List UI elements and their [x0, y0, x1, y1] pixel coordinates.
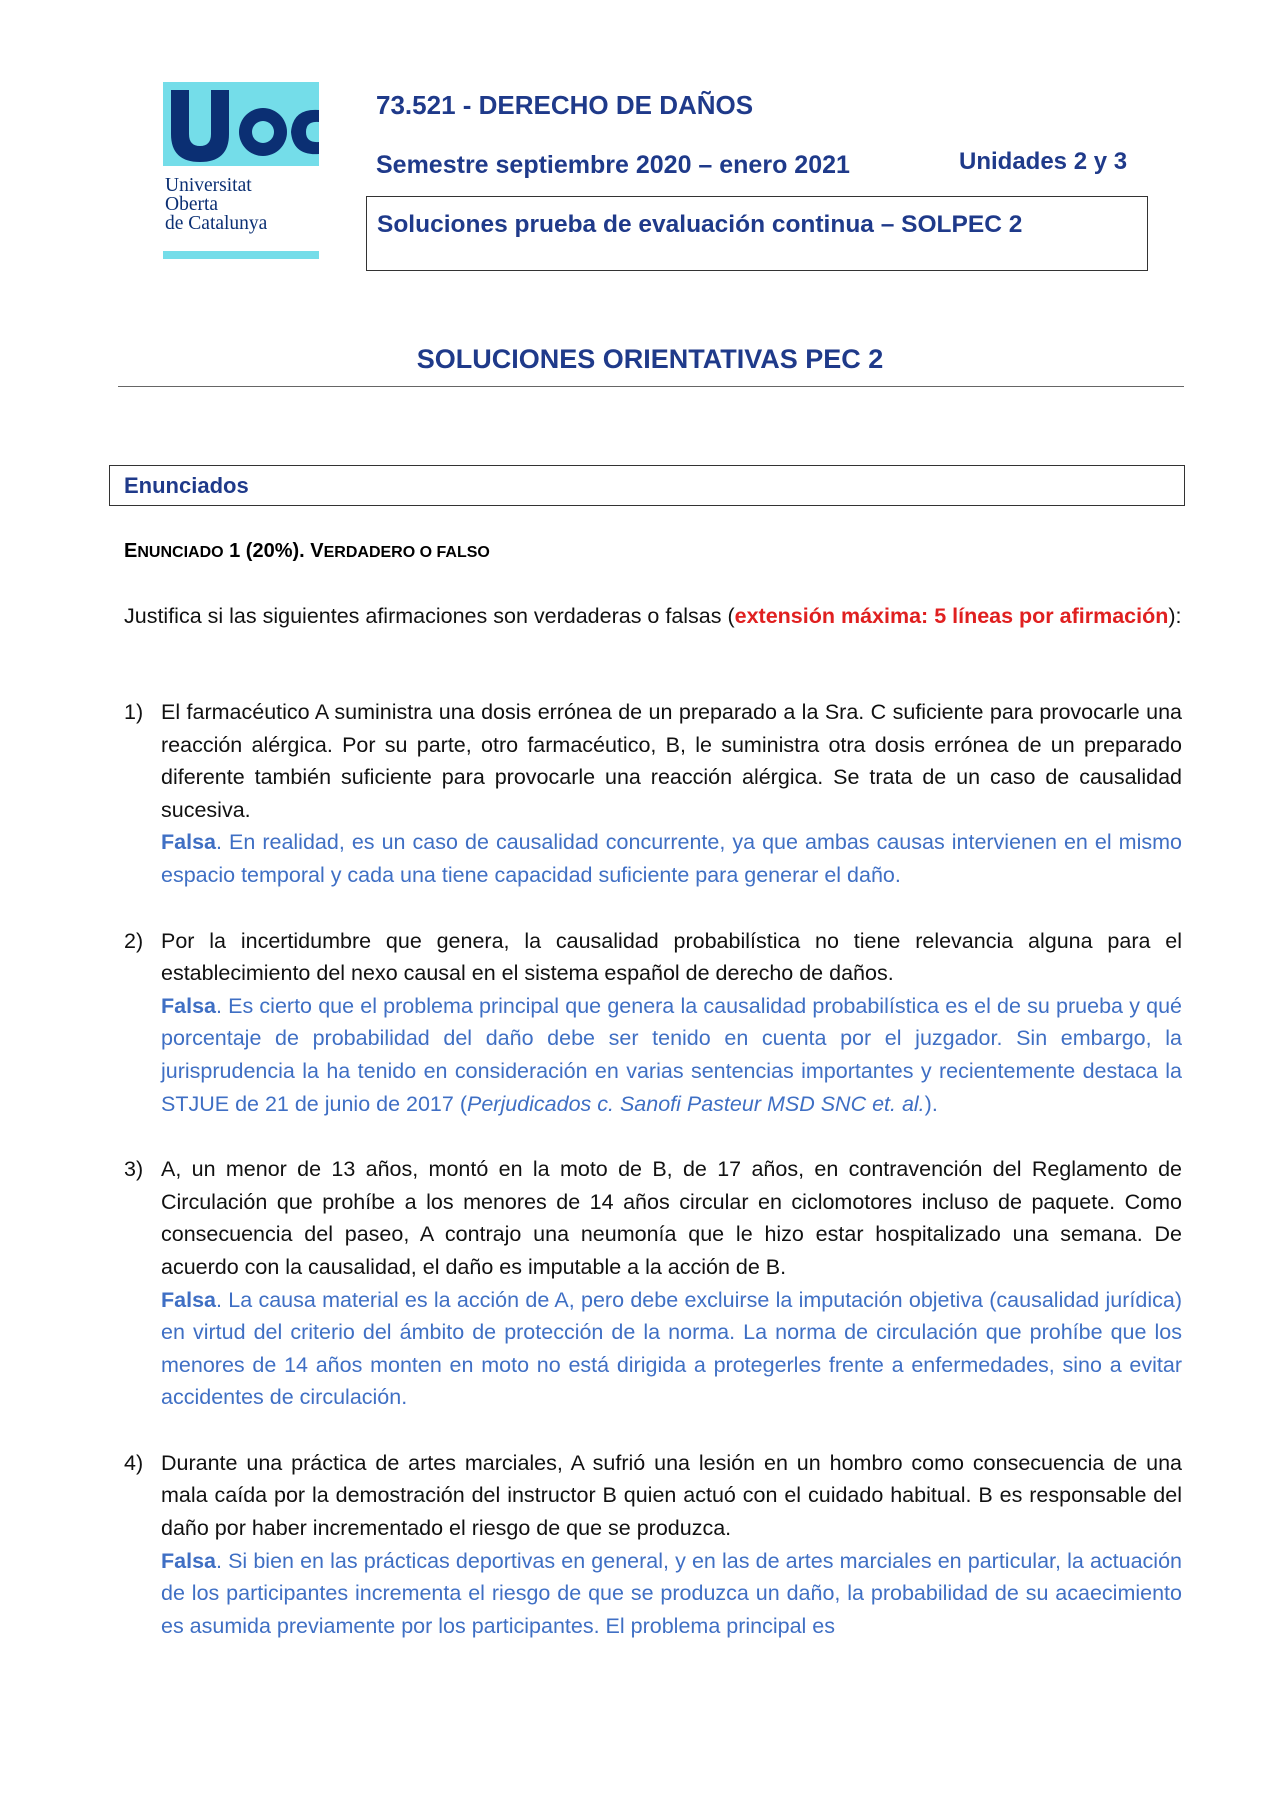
- statement-item: [124, 925, 1182, 1121]
- item-verdict: Falsa: [161, 830, 216, 855]
- item-verdict: Falsa: [161, 1287, 216, 1312]
- title-divider: [118, 386, 1184, 387]
- course-title: 73.521 - DERECHO DE DAÑOS: [376, 90, 754, 120]
- solutions-box: [366, 196, 1148, 271]
- uoc-letters-icon: [163, 82, 319, 166]
- statement-item: [124, 696, 1182, 892]
- item-number: 3): [124, 1157, 144, 1182]
- instructions-end: ):: [1168, 604, 1182, 628]
- logo-mark: [163, 82, 319, 166]
- statement-item: [124, 1153, 1182, 1414]
- enunciado-heading: [124, 540, 490, 563]
- instructions-highlight: extensión máxima: 5 líneas por afirmación: [734, 604, 1169, 628]
- section-box-label: Enunciados: [124, 473, 249, 498]
- logo-line-1: Universitat: [165, 175, 252, 196]
- item-answer: [161, 830, 1182, 887]
- item-statement: El farmacéutico A suministra una dosis errónea de un preparado a la Sra. C suficiente para provocarle una reacción alérgica. Por su parte, otro farmacéutico, B, le suministra otra dosis errónea de un preparado diferente también suficiente para provocarle una reacción alérgica. Se trata de un caso de causalidad sucesiva.: [161, 700, 1182, 822]
- page-title: SOLUCIONES ORIENTATIVAS PEC 2: [416, 344, 884, 374]
- item-answer: [161, 1549, 1182, 1638]
- semester-label: Semestre septiembre 2020 – enero 2021: [376, 151, 850, 179]
- item-answer-end: ).: [924, 1091, 938, 1116]
- logo-underline: [163, 251, 319, 259]
- instructions-text: Justifica si las siguientes afirmaciones son verdaderas o falsas (: [124, 604, 735, 628]
- item-verdict: Falsa: [161, 1548, 216, 1573]
- item-answer: [161, 994, 1182, 1116]
- item-number: 2): [124, 928, 144, 953]
- heading-part: E: [124, 540, 138, 562]
- item-answer-text: . Si bien en las prácticas deportivas en general, y en las de artes marciales en particular, la actuación de los participantes incrementa el riesgo de que se produzca un daño, la probabilidad de su acaecimiento es asumida previamente por los participantes. El problema principal es: [161, 1548, 1182, 1638]
- item-statement: Por la incertidumbre que genera, la causalidad probabilística no tiene relevancia alguna para el establecimiento del nexo causal en el sistema español de derecho de daños.: [161, 928, 1182, 986]
- item-answer-italic: Perjudicados c. Sanofi Pasteur MSD SNC et. al.: [466, 1091, 925, 1116]
- heading-part: NUNCIADO: [137, 544, 224, 561]
- item-statement: A, un menor de 13 años, montó en la moto de B, de 17 años, en contravención del Reglamento de Circulación que prohíbe a los menores de 14 años circular en ciclomotores incluso de paquete. Como consecuencia del paseo, A contrajo una neumonía que le hizo estar hospitalizado una semana. De acuerdo con la causalidad, el daño es imputable a la acción de B.: [161, 1157, 1182, 1279]
- heading-part: 1 (20%).: [223, 540, 311, 562]
- item-answer-text: . En realidad, es un caso de causalidad concurrente, ya que ambas causas intervienen en el mismo espacio temporal y cada una tiene capacidad suficiente para generar el daño.: [161, 830, 1182, 887]
- item-statement: Durante una práctica de artes marciales, A sufrió una lesión en un hombro como consecuencia de una mala caída por la demostración del instructor B quien actuó con el cuidado habitual. B es responsable del daño por haber incrementado el riesgo de que se produzca.: [161, 1450, 1182, 1541]
- section-box: [109, 465, 1185, 506]
- heading-part: V: [310, 540, 324, 562]
- logo-line-2: Oberta: [165, 194, 219, 215]
- units-label: Unidades 2 y 3: [959, 148, 1128, 175]
- logo-line-3: de Catalunya: [165, 213, 268, 234]
- item-answer: [161, 1288, 1182, 1410]
- instructions: [124, 600, 1182, 632]
- logo-wordmark: [165, 176, 267, 233]
- uoc-logo: [163, 82, 319, 259]
- item-verdict: Falsa: [161, 993, 216, 1018]
- statement-list: [124, 696, 1182, 1675]
- item-number: 4): [124, 1450, 144, 1475]
- item-answer-text: . La causa material es la acción de A, pero debe excluirse la imputación objetiva (causalidad jurídica) en virtud del criterio del ámbito de protección de la norma. La norma de circulación que prohíbe que los menores de 14 años monten en moto no está dirigida a protegerles frente a enfermedades, sino a evitar accidentes de circulación.: [161, 1287, 1182, 1410]
- statement-item: [124, 1447, 1182, 1643]
- heading-part: ERDADERO O FALSO: [323, 544, 490, 561]
- solutions-box-label: Soluciones prueba de evaluación continua – SOLPEC 2: [377, 211, 1023, 238]
- item-number: 1): [124, 700, 144, 724]
- item-answer-text: . Es cierto que el problema principal que genera la causalidad probabilística es el de su prueba y qué porcentaje de probabilidad del daño debe ser tenido en cuenta por el juzgador. Sin embargo, la jurisprudencia la ha tenido en consideración en varias sentencias importantes y recientemente destaca la STJUE de 21 de junio de 2017 (: [161, 993, 1182, 1116]
